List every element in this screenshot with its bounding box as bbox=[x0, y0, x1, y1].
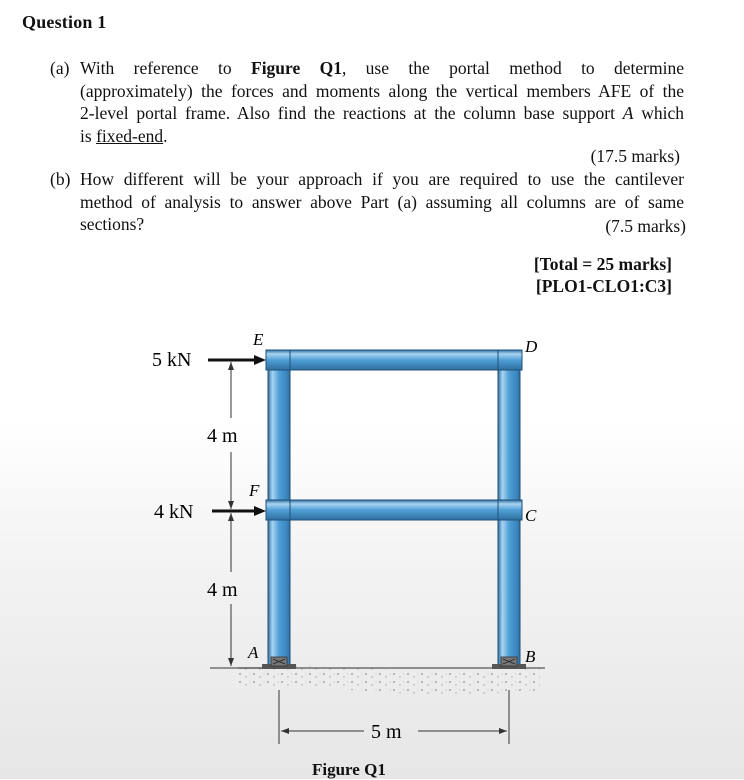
figure-reference: Figure Q1 bbox=[251, 58, 342, 78]
load-arrow-4kn bbox=[212, 506, 266, 516]
part-b-line-3: sections? bbox=[80, 214, 145, 234]
base-plate-b bbox=[492, 657, 526, 669]
node-f-label: F bbox=[249, 481, 260, 500]
part-a-line-1: With reference to Figure Q1, use the portal method to determine bbox=[80, 58, 684, 78]
node-e-label: E bbox=[253, 330, 264, 349]
question-title: Question 1 bbox=[22, 12, 107, 32]
dim-label-upper: 4 m bbox=[207, 425, 238, 447]
dim-label-lower: 4 m bbox=[207, 579, 238, 601]
figure-caption: Figure Q1 bbox=[312, 760, 386, 779]
ground bbox=[238, 666, 545, 694]
support-a-ref: A bbox=[622, 103, 634, 123]
part-a-line-2: (approximately) the forces and moments along the vertical members AFE of the bbox=[80, 80, 684, 101]
fixed-end-term: fixed-end bbox=[96, 125, 164, 146]
node-b-label: B bbox=[525, 647, 536, 666]
base-plate-a bbox=[262, 657, 296, 669]
load-arrow-5kn bbox=[208, 355, 266, 365]
part-a-label: (a) bbox=[50, 58, 70, 78]
beam-fc bbox=[266, 500, 522, 520]
dim-label-width: 5 m bbox=[371, 721, 402, 743]
node-a-label: A bbox=[248, 643, 259, 662]
part-b-line-1: How different will be your approach if you are required to use the cantilever bbox=[80, 169, 684, 189]
part-a-line-3: 2-level portal frame. Also find the reactions at the column base support A which bbox=[80, 103, 684, 123]
part-a-marks: (17.5 marks) bbox=[590, 146, 680, 166]
part-b-marks: (7.5 marks) bbox=[605, 216, 686, 236]
node-c-label: C bbox=[525, 506, 537, 525]
part-b-line-2: method of analysis to answer above Part (a) assuming all columns are of same bbox=[80, 191, 684, 212]
part-a-line-4: is fixed-end. bbox=[80, 125, 168, 146]
node-d-label: D bbox=[525, 337, 538, 356]
plo-clo-tag: [PLO1-CLO1:C3] bbox=[535, 276, 672, 296]
beam-ed bbox=[266, 350, 522, 370]
load-label-top: 5 kN bbox=[152, 349, 192, 371]
total-marks: [Total = 25 marks] bbox=[533, 254, 672, 274]
part-b-label: (b) bbox=[50, 169, 71, 189]
load-label-mid: 4 kN bbox=[154, 501, 194, 523]
